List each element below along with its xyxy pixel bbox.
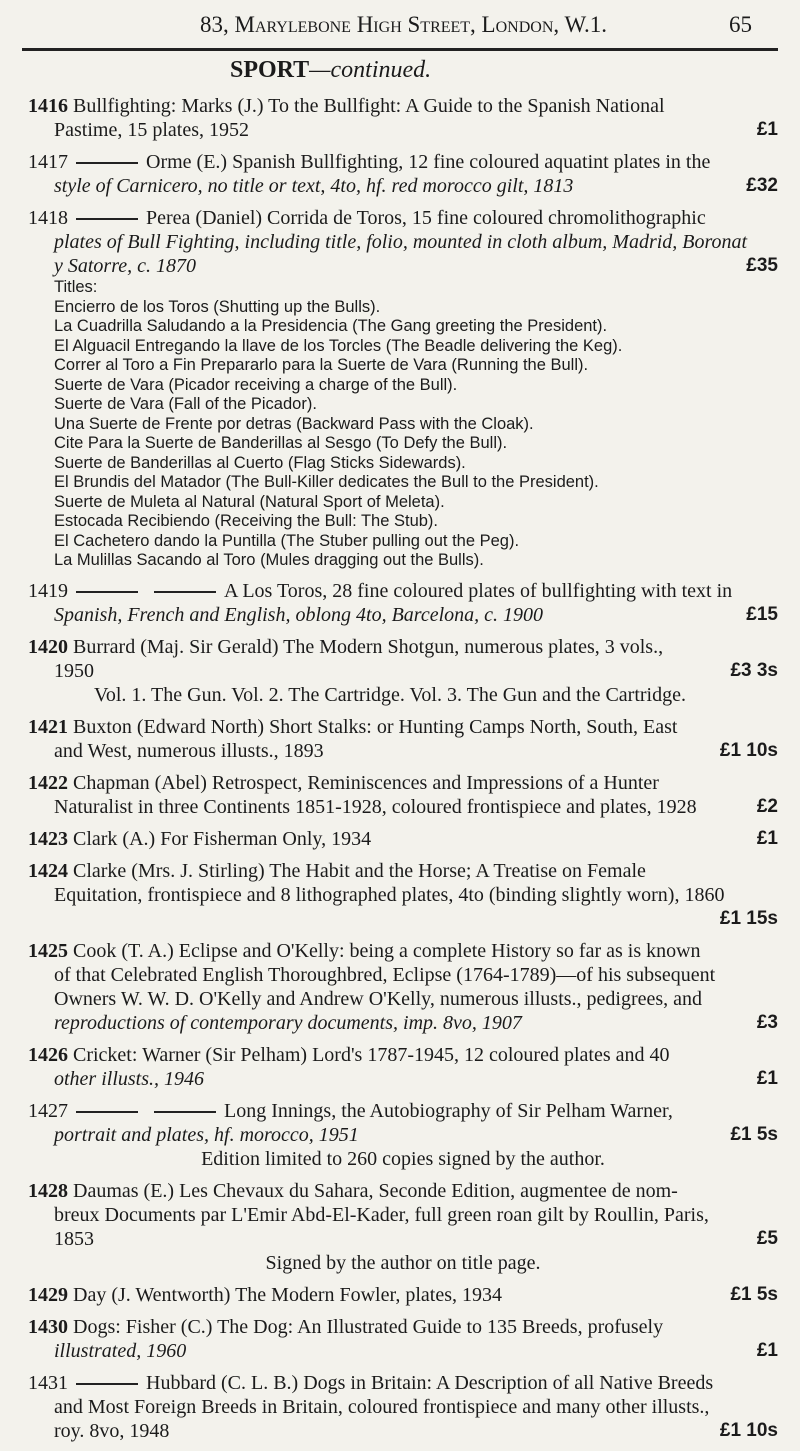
ditto-dash bbox=[76, 1111, 138, 1113]
catalogue-list bbox=[28, 94, 778, 1451]
list-item: 1418 Perea (Daniel) Corrida de Toros, 15 fine coloured chromolithographic plates of Bull Fighting, including title, folio, mounted in cloth album, Madrid, Boronat y Satorre, c. 1870 £35 Titles: Encierro de los Toros (Shutting up the Bulls). La Cuadrilla Saludando a la Presidencia (The Gang greeting the President). El Alguacil Entregando la llave de los Torcles (The Beadle delivering the Keg). Correr al Toro a Fin Prepararlo para la Suerte de Vara (Running the Bull). Suerte de Vara (Picador receiving a charge of the Bull). Suerte de Vara (Fall of the Picador). Una Suerte de Frente por detras (Backward Pass with the Cloak). Cite Para la Suerte de Banderillas al Sesgo (To Defy the Bull). Suerte de Banderillas al Cuerto (Flag Sticks Sidewards). El Brundis del Matador (The Bull-Killer dedicates the Bull to the President). Suerte de Muleta al Natural (Natural Sport of Meleta). Estocada Recibiendo (Receiving the Bull: The Stub). El Cachetero dando la Puntilla (The Stuber pulling out the Peg). La Mulillas Sacando al Toro (Mules dragging out the Bulls). bbox=[28, 207, 778, 569]
list-item: 1422 Chapman (Abel) Retrospect, Reminiscences and Impressions of a Hunter Naturalist in three Continents 1851-1928, coloured frontispiece and plates, 1928 £2 bbox=[28, 771, 778, 818]
header-rule bbox=[22, 48, 778, 51]
ditto-dash bbox=[76, 1383, 138, 1385]
list-item: 1416 Bullfighting: Marks (J.) To the Bullfight: A Guide to the Spanish National Pastime, 15 plates, 1952 £1 bbox=[28, 95, 778, 141]
ditto-dash bbox=[76, 591, 138, 593]
section-heading: SPORT—continued. bbox=[230, 57, 432, 83]
ditto-dash bbox=[154, 1111, 216, 1113]
list-item: 1426 Cricket: Warner (Sir Pelham) Lord's 1787-1945, 12 coloured plates and 40 other illusts., 1946 £1 bbox=[28, 1043, 778, 1090]
list-item: 1423 Clark (A.) For Fisherman Only, 1934 £1 bbox=[28, 827, 778, 850]
list-item: 1428 Daumas (E.) Les Chevaux du Sahara, Seconde Edition, augmentee de nom- breux Documents par L'Emir Abd-El-Kader, full green roan gilt by Roullin, Paris, 1853 £5 Signed by the author on title page. bbox=[28, 1179, 778, 1274]
ditto-dash bbox=[154, 591, 216, 593]
list-item: 1417 Orme (E.) Spanish Bullfighting, 12 fine coloured aquatint plates in the style of Carnicero, no title or text, 4to, hf. red morocco gilt, 1813 £32 bbox=[28, 151, 778, 197]
list-item: 1424 Clarke (Mrs. J. Stirling) The Habit and the Horse; A Treatise on Female Equitation, frontispiece and 8 lithographed plates, 4to (binding slightly worn), 1860 £1 15s bbox=[28, 859, 778, 929]
header-address: 83, Marylebone High Street, London, W.1. bbox=[200, 12, 608, 37]
list-item: 1431 Hubbard (C. L. B.) Dogs in Britain: A Description of all Native Breeds and Most Foreign Breeds in Britain, coloured frontispiece and many other illusts., roy. 8vo, 1948 £1 10s bbox=[28, 1371, 778, 1442]
list-item: 1429 Day (J. Wentworth) The Modern Fowler, plates, 1934 £1 5s bbox=[28, 1283, 778, 1306]
ditto-dash bbox=[76, 218, 138, 220]
list-item: 1425 Cook (T. A.) Eclipse and O'Kelly: being a complete History so far as is known of that Celebrated English Thoroughbred, Eclipse (1764-1789)—of his subsequent Owners W. W. D. O'Kelly and Andrew O'Kelly, numerous illusts., pedigrees, and reproductions of contemporary documents, imp. 8vo, 1907 £3 bbox=[28, 939, 778, 1034]
plate-titles: Titles: Encierro de los Toros (Shutting up the Bulls). La Cuadrilla Saludando a la Presidencia (The Gang greeting the President). El Alguacil Entregando la llave de los Torcles (The Beadle delivering the Keg). Correr al Toro a Fin Prepararlo para la Suerte de Vara (Running the Bull). Suerte de Vara (Picador receiving a charge of the Bull). Suerte de Vara (Fall of the Picador). Una Suerte de Frente por detras (Backward Pass with the Cloak). Cite Para la Suerte de Banderillas al Sesgo (To Defy the Bull). Suerte de Banderillas al Cuerto (Flag Sticks Sidewards). El Brundis del Matador (The Bull-Killer dedicates the Bull to the President). Suerte de Muleta al Natural (Natural Sport of Meleta). Estocada Recibiendo (Receiving the Bull: The Stub). El Cachetero dando la Puntilla (The Stuber pulling out the Peg). La Mulillas Sacando al Toro (Mules dragging out the Bulls). bbox=[54, 278, 623, 569]
running-header bbox=[0, 12, 800, 42]
list-item: 1430 Dogs: Fisher (C.) The Dog: An Illustrated Guide to 135 Breeds, profusely illustrated, 1960 £1 bbox=[28, 1315, 778, 1362]
page-number: 65 bbox=[729, 12, 752, 37]
list-item: 1419 A Los Toros, 28 fine coloured plates of bullfighting with text in Spanish, French and English, oblong 4to, Barcelona, c. 1900 £15 bbox=[28, 579, 778, 626]
ditto-dash bbox=[76, 162, 138, 164]
list-item: 1420 Burrard (Maj. Sir Gerald) The Modern Shotgun, numerous plates, 3 vols., 1950 £3 3s Vol. 1. The Gun. Vol. 2. The Cartridge. Vol. 3. The Gun and the Cartridge. bbox=[28, 635, 778, 706]
list-item: 1427 Long Innings, the Autobiography of Sir Pelham Warner, portrait and plates, hf. morocco, 1951 £1 5s Edition limited to 260 copies signed by the author. bbox=[28, 1099, 778, 1170]
list-item: 1421 Buxton (Edward North) Short Stalks: or Hunting Camps North, South, East and West, numerous illusts., 1893 £1 10s bbox=[28, 715, 778, 762]
